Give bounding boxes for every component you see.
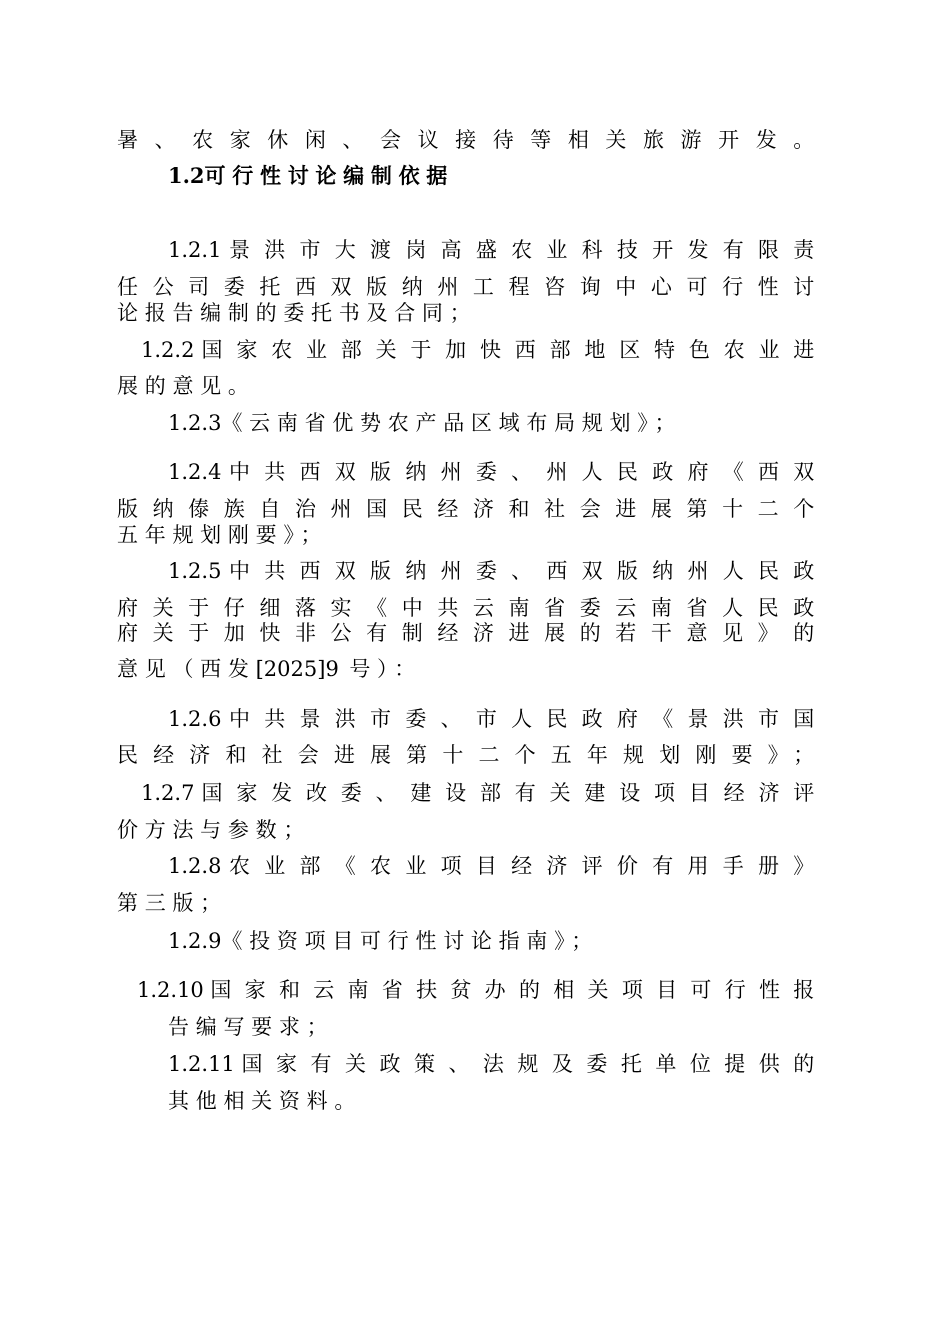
list-item: 1.2.9《投资项目可行性讨论指南》； xyxy=(168,929,600,953)
text-line: 版纳傣族自治州国民经济和社会进展第十二个 xyxy=(117,497,821,521)
text-line: 暑、农家休闲、会议接待等相关旅游开发。 xyxy=(117,128,821,152)
text-line: 第三版； xyxy=(117,891,228,915)
text-line: 论报告编制的委托书及合同； xyxy=(117,301,478,325)
text-line: 民经济和社会进展第十二个五年规划刚要》； xyxy=(117,743,821,767)
list-item: 1.2.10国家和云南省扶贫办的相关项目可行性报 xyxy=(137,978,821,1002)
list-item: 1.2.4中共西双版纳州委、州人民政府《西双 xyxy=(168,460,821,484)
text-line: 价方法与参数； xyxy=(117,818,312,842)
text-line: 府关于加快非公有制经济进展的若干意见》的 xyxy=(117,621,821,645)
list-item: 1.2.11国家有关政策、法规及委托单位提供的 xyxy=(168,1052,821,1076)
text-line: 任公司委托西双版纳州工程咨询中心可行性讨 xyxy=(117,275,821,299)
text-line: 其他相关资料。 xyxy=(168,1089,363,1113)
list-item: 1.2.3《云南省优势农产品区域布局规划》； xyxy=(168,411,683,435)
list-item: 1.2.8农业部《农业项目经济评价有用手册》 xyxy=(168,854,821,878)
text-line: 意见（西发[2025]9 号）： xyxy=(117,657,422,681)
list-item: 1.2.7国家发改委、建设部有关建设项目经济评 xyxy=(141,781,821,805)
text-line: 展的意见。 xyxy=(117,374,256,398)
list-item: 1.2.1景洪市大渡岗高盛农业科技开发有限责 xyxy=(168,238,821,262)
list-item: 1.2.5中共西双版纳州委、西双版纳州人民政 xyxy=(168,559,821,583)
section-heading: 1.2可行性讨论编制依据 xyxy=(168,163,455,188)
text-line: 五年规划刚要》； xyxy=(117,523,329,547)
list-item: 1.2.6中共景洪市委、市人民政府《景洪市国 xyxy=(168,707,821,731)
list-item: 1.2.2国家农业部关于加快西部地区特色农业进 xyxy=(141,338,821,362)
text-line: 府关于仔细落实《中共云南省委云南省人民政 xyxy=(117,596,821,620)
text-line: 告编写要求； xyxy=(168,1015,335,1039)
